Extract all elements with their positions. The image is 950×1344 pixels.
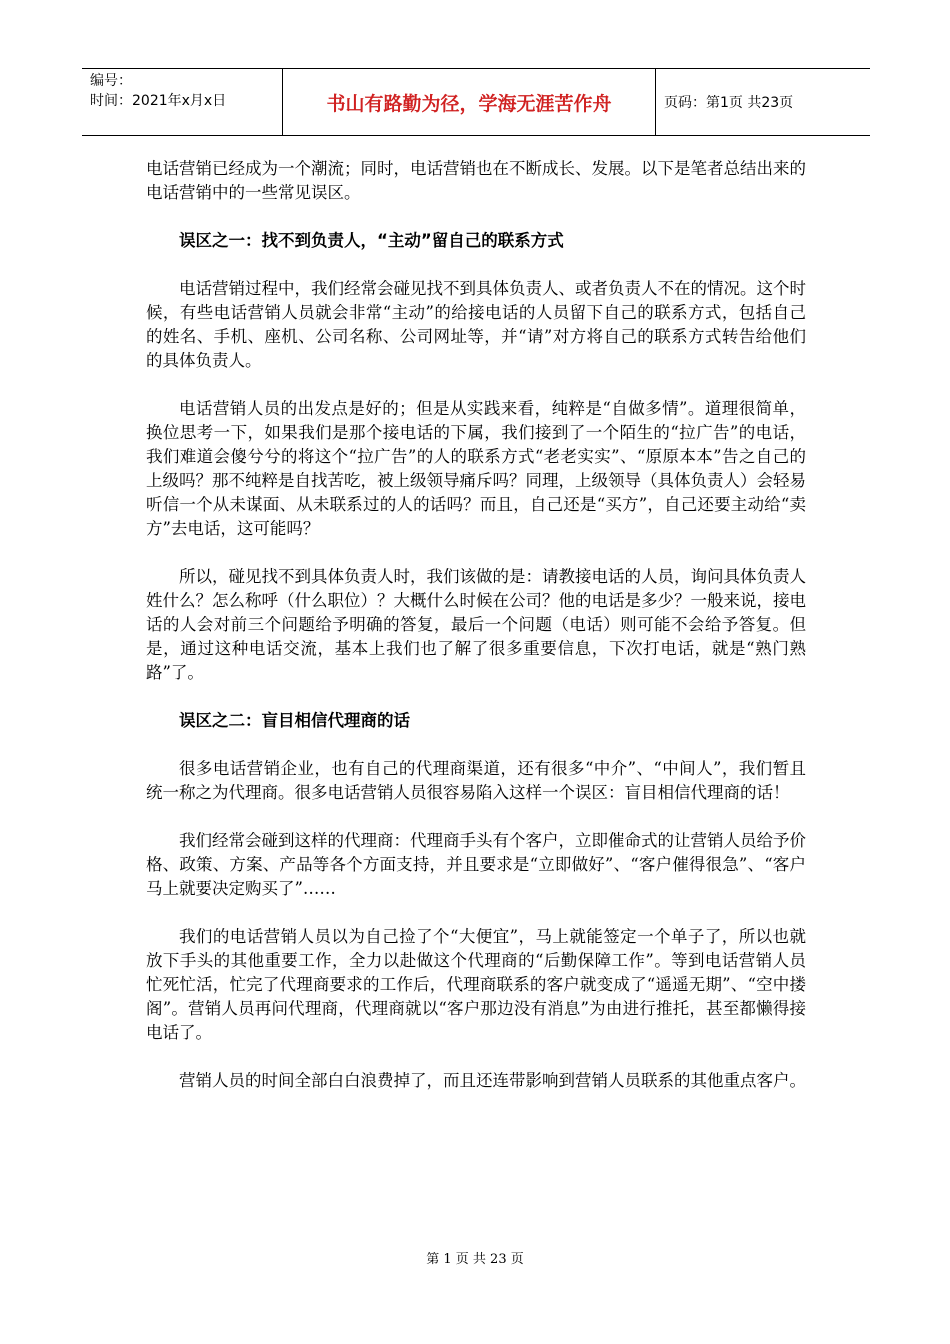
- header-motto: 书山有路勤为径，学海无涯苦作舟: [282, 69, 656, 135]
- header-meta: [82, 69, 282, 135]
- header-page-number: 页码：第1页 共23页: [664, 95, 794, 111]
- body-paragraph: 我们经常会碰到这样的代理商：代理商手头有个客户，立即催命式的让营销人员给予价格、政策、方案、产品等各个方面支持，并且要求是“立即做好”、“客户催得很急”、“客户马上就要决定购买了”……: [146, 831, 806, 898]
- intro-paragraph: 电话营销已经成为一个潮流；同时，电话营销也在不断成长、发展。以下是笔者总结出来的电话营销中的一些常见误区。: [146, 159, 806, 202]
- body-paragraph: 很多电话营销企业，也有自己的代理商渠道，还有很多“中介”、“中间人”，我们暂且统一称之为代理商。很多电话营销人员很容易陷入这样一个误区：盲目相信代理商的话！: [146, 759, 806, 802]
- document-date: 时间：2021年x月x日: [90, 93, 227, 109]
- page-footer: 第 1 页 共 23 页: [426, 1252, 524, 1267]
- document-number: 编号：: [90, 73, 132, 89]
- section-heading-1: 误区之一：找不到负责人，“主动”留自己的联系方式: [179, 231, 564, 250]
- page-header: [82, 68, 870, 136]
- body-paragraph: 电话营销过程中，我们经常会碰见找不到具体负责人、或者负责人不在的情况。这个时候，有些电话营销人员就会非常“主动”的给接电话的人员留下自己的联系方式，包括自己的姓名、手机、座机、公司名称、公司网址等，并“请”对方将自己的联系方式转告给他们的具体负责人。: [146, 279, 806, 370]
- body-paragraph: 营销人员的时间全部白白浪费掉了，而且还连带影响到营销人员联系的其他重点客户。: [179, 1071, 806, 1090]
- section-heading-2: 误区之二：盲目相信代理商的话: [179, 711, 410, 730]
- body-paragraph: 所以，碰见找不到具体负责人时，我们该做的是：请教接电话的人员，询问具体负责人姓什么？怎么称呼（什么职位）？大概什么时候在公司？他的电话是多少？一般来说，接电话的人会对前三个问题给予明确的答复，最后一个问题（电话）则可能不会给予答复。但是，通过这种电话交流，基本上我们也了解了很多重要信息，下次打电话，就是“熟门熟路”了。: [146, 567, 806, 682]
- document-body: [146, 157, 806, 1117]
- body-paragraph: 电话营销人员的出发点是好的；但是从实践来看，纯粹是“自做多情”。道理很简单，换位思考一下，如果我们是那个接电话的下属，我们接到了一个陌生的“拉广告”的电话，我们难道会傻兮兮的将这个“拉广告”的人的联系方式“老老实实”、“原原本本”告之自己的上级吗？那不纯粹是自找苦吃，被上级领导痛斥吗？同理，上级领导（具体负责人）会轻易听信一个从未谋面、从未联系过的人的话吗？而且，自己还是“买方”，自己还要主动给“卖方”去电话，这可能吗？: [146, 399, 806, 538]
- body-paragraph: 我们的电话营销人员以为自己捡了个“大便宜”，马上就能签定一个单子了，所以也就放下手头的其他重要工作，全力以赴做这个代理商的“后勤保障工作”。等到电话营销人员忙死忙活，忙完了代理商要求的工作后，代理商联系的客户就变成了“遥遥无期”、“空中搂阁”。营销人员再问代理商，代理商就以“客户那边没有消息”为由进行推托，甚至都懒得接电话了。: [146, 927, 806, 1042]
